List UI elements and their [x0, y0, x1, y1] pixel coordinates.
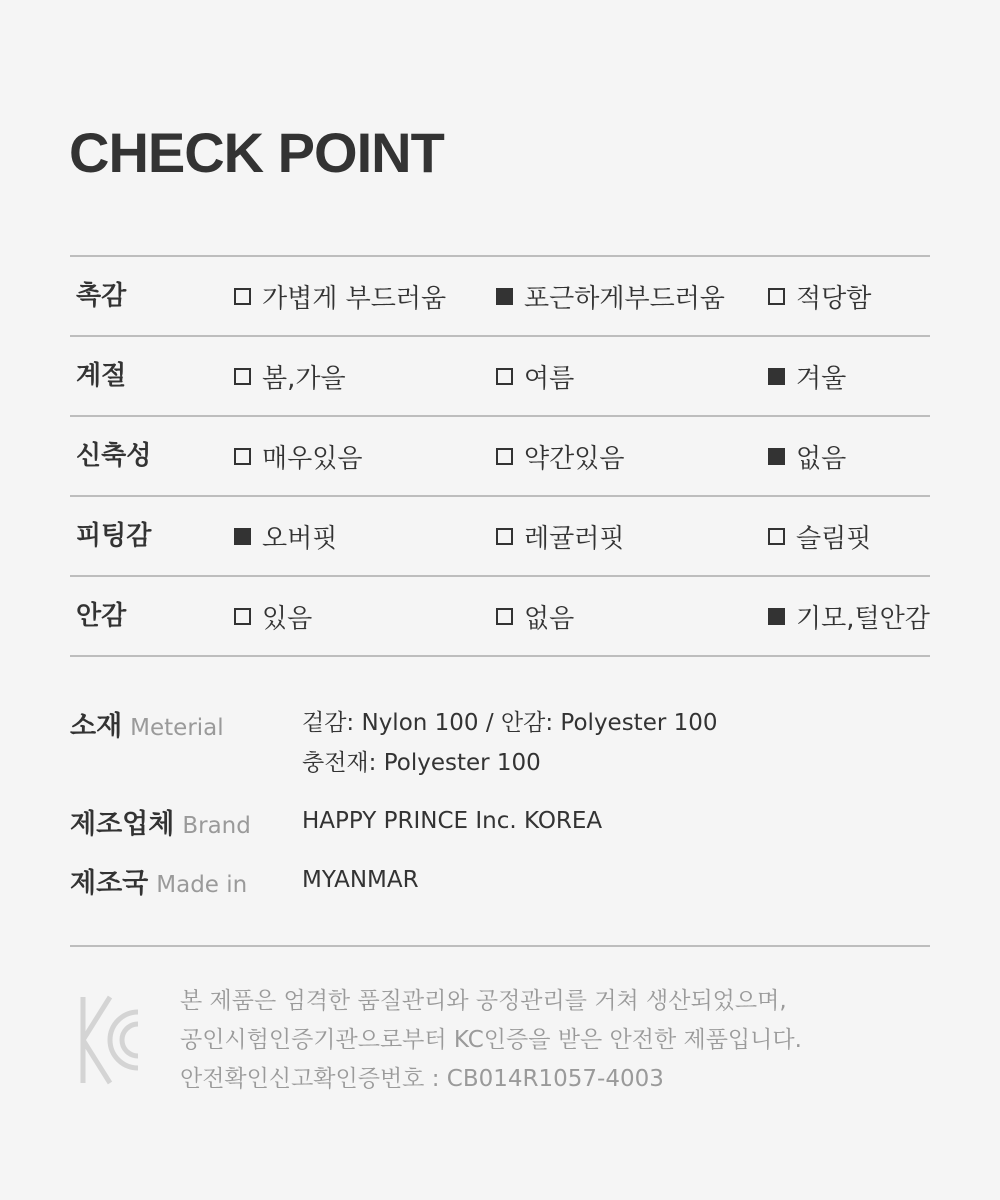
checkbox	[768, 608, 785, 625]
option	[234, 577, 312, 655]
origin-value: MYANMAR	[302, 867, 419, 893]
origin-label-ko: 제조국	[70, 868, 149, 899]
row-fit	[70, 497, 930, 577]
checkbox	[496, 608, 513, 625]
option	[234, 337, 346, 415]
material-value	[302, 703, 718, 783]
material-line: 겉감: Nylon 100 / 안감: Polyester 100	[302, 710, 718, 736]
origin-key	[70, 861, 247, 900]
row-label: 안감	[76, 601, 127, 631]
check-point-table	[70, 255, 930, 657]
checkbox	[234, 608, 251, 625]
option	[768, 337, 846, 415]
kc-mark-icon	[80, 994, 142, 1086]
material-label-en: Meterial	[130, 715, 224, 741]
option	[496, 417, 624, 495]
option-label: 있음	[262, 603, 313, 634]
kc-certification-text	[180, 982, 802, 1099]
checkbox	[234, 288, 251, 305]
option-label: 매우있음	[262, 443, 363, 474]
brand-label-ko: 제조업체	[70, 809, 175, 840]
option	[496, 257, 725, 335]
row-stretch	[70, 417, 930, 497]
kc-line: 공인시험인증기관으로부터 KC인증을 받은 안전한 제품입니다.	[180, 1027, 802, 1053]
material-line: 충전재: Polyester 100	[302, 750, 541, 776]
kc-line: 안전확인신고확인증번호 : CB014R1057-4003	[180, 1066, 664, 1092]
checkbox	[234, 528, 251, 545]
option	[234, 257, 446, 335]
brand-key	[70, 802, 251, 841]
option-label: 가볍게 부드러움	[262, 283, 447, 314]
option	[768, 497, 871, 575]
checkbox	[768, 288, 785, 305]
option-label: 슬림핏	[796, 523, 872, 554]
kc-line: 본 제품은 엄격한 품질관리와 공정관리를 거쳐 생산되었으며,	[180, 988, 787, 1014]
origin-label-en: Made in	[156, 872, 248, 898]
option	[768, 417, 846, 495]
row-label: 촉감	[76, 281, 127, 311]
option	[234, 417, 362, 495]
option-label: 겨울	[796, 363, 847, 394]
page-title: CHECK POINT	[69, 121, 444, 184]
checkbox	[234, 448, 251, 465]
option	[496, 497, 624, 575]
checkbox	[768, 368, 785, 385]
checkbox	[496, 528, 513, 545]
checkbox	[234, 368, 251, 385]
option	[234, 497, 337, 575]
brand-label-en: Brand	[182, 813, 251, 839]
option-label: 오버핏	[262, 523, 338, 554]
checkbox	[496, 288, 513, 305]
checkbox	[496, 368, 513, 385]
option	[496, 577, 574, 655]
row-label: 계절	[76, 361, 127, 391]
material-key	[70, 704, 224, 743]
option-label: 없음	[524, 603, 575, 634]
option-label: 약간있음	[524, 443, 625, 474]
option	[496, 337, 574, 415]
row-season	[70, 337, 930, 417]
divider	[70, 945, 930, 947]
row-label: 신축성	[76, 441, 152, 471]
option-label: 레귤러핏	[524, 523, 625, 554]
option-label: 포근하게부드러움	[524, 283, 725, 314]
row-label: 피팅감	[76, 521, 152, 551]
option	[768, 257, 871, 335]
option	[768, 577, 930, 655]
checkbox	[768, 528, 785, 545]
option-label: 여름	[524, 363, 575, 394]
option-label: 없음	[796, 443, 847, 474]
option-label: 봄,가을	[262, 363, 346, 394]
brand-value: HAPPY PRINCE Inc. KOREA	[302, 808, 603, 834]
checkbox	[496, 448, 513, 465]
checkbox	[768, 448, 785, 465]
material-label-ko: 소재	[70, 711, 123, 742]
option-label: 적당함	[796, 283, 872, 314]
row-lining	[70, 577, 930, 657]
row-touch	[70, 257, 930, 337]
option-label: 기모,털안감	[796, 603, 930, 634]
